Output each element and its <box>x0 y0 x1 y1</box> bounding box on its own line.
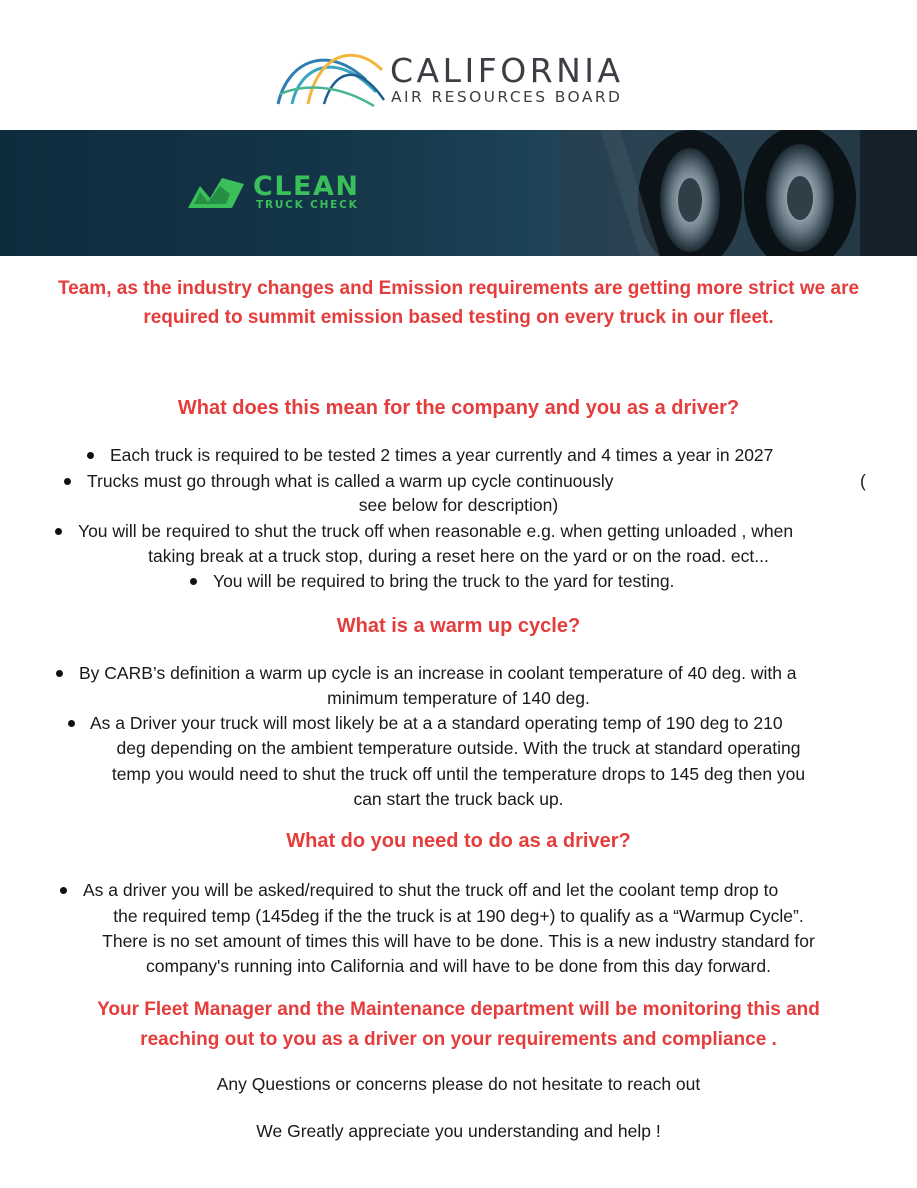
s2-item2-line2: deg depending on the ambient temperature outside. With the truck at standard operating <box>116 738 801 758</box>
intro-line-2: required to summit emission based testing on every truck in our fleet. <box>143 307 774 328</box>
bullet-icon <box>190 578 197 585</box>
s1-item2-line1: Trucks must go through what is called a warm up cycle continuously <box>87 471 614 491</box>
bullet-icon <box>87 452 94 459</box>
bullet-icon <box>64 478 71 485</box>
s2-item2-line3: temp you would need to shut the truck off until the temperature drops to 145 deg then you <box>111 764 806 784</box>
s2-item1-line1: By CARB’s definition a warm up cycle is an increase in coolant temperature of 40 deg. with a <box>79 663 797 683</box>
s2-item2-line1: As a Driver your truck will most likely be at a a standard operating temp of 190 deg to 210 <box>90 713 783 733</box>
clean-truck-check-logo-icon <box>186 174 246 210</box>
logo-subtitle: AIR RESOURCES BOARD <box>391 88 623 106</box>
s1-item4-line1: You will be required to bring the truck to the yard for testing. <box>213 571 675 591</box>
s1-item2-paren: ( <box>860 471 866 491</box>
carb-arcs-icon <box>274 40 386 108</box>
bullet-icon <box>55 528 62 535</box>
clean-truck-check-banner <box>0 130 917 256</box>
s3-item1-line1: As a driver you will be asked/required to shut the truck off and let the coolant temp drop to <box>83 880 779 900</box>
closing-line-1: Your Fleet Manager and the Maintenance department will be monitoring this and <box>97 999 820 1020</box>
intro-line-1: Team, as the industry changes and Emission requirements are getting more strict we are <box>57 278 860 299</box>
program-name: CLEAN <box>253 171 360 202</box>
s2-item2-line4: can start the truck back up. <box>353 789 564 809</box>
s3-item1-line2: the required temp (145deg if the the truck is at 190 deg+) to qualify as a “Warmup Cycle”. <box>113 906 804 926</box>
section1-heading: What does this mean for the company and you as a driver? <box>177 397 740 419</box>
section3-heading: What do you need to do as a driver? <box>286 830 631 852</box>
s2-item1-line2: minimum temperature of 140 deg. <box>327 688 590 708</box>
questions-text: Any Questions or concerns please do not hesitate to reach out <box>216 1074 701 1094</box>
s1-item3-line1: You will be required to shut the truck off when reasonable e.g. when getting unloaded , when <box>78 521 794 541</box>
s1-item3-line2: taking break at a truck stop, during a reset here on the yard or on the road. ect... <box>148 546 769 566</box>
bullet-icon <box>56 670 63 677</box>
bullet-icon <box>68 720 75 727</box>
s1-item2-line2: see below for description) <box>358 495 559 515</box>
s3-item1-line3: There is no set amount of times this will have to be done. This is a new industry standard for <box>102 931 815 951</box>
section2-heading: What is a warm up cycle? <box>336 615 581 637</box>
logo-title: CALIFORNIA <box>390 51 624 90</box>
thanks-text: We Greatly appreciate you understanding and help ! <box>256 1121 661 1141</box>
truck-wheels-image <box>0 130 917 256</box>
carb-logo <box>0 0 917 130</box>
s3-item1-line4: company's running into California and will have to be done from this day forward. <box>146 956 771 976</box>
closing-line-2: reaching out to you as a driver on your requirements and compliance . <box>140 1029 777 1050</box>
s1-item1-line1: Each truck is required to be tested 2 times a year currently and 4 times a year in 2027 <box>110 445 774 465</box>
bullet-icon <box>60 887 67 894</box>
program-subname: TRUCK CHECK <box>256 199 359 211</box>
